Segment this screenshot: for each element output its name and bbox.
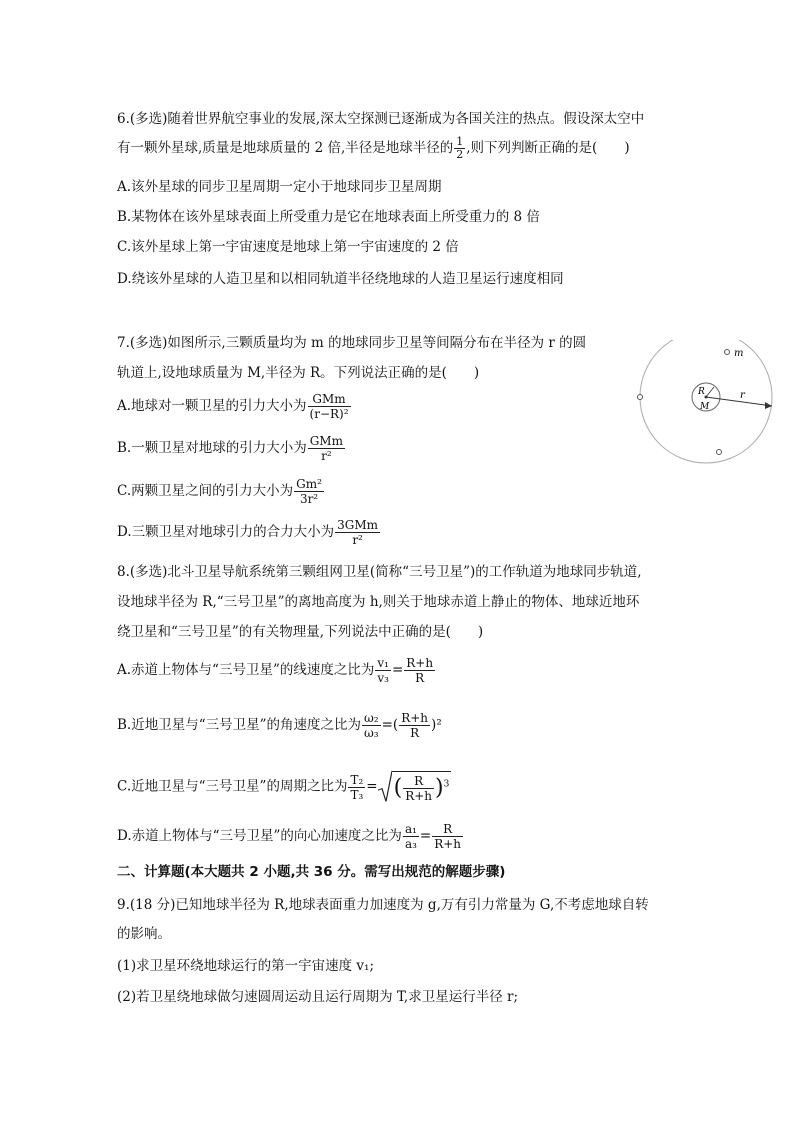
q7-option-b-fraction [308,434,345,463]
fraction-num: R [443,822,453,836]
q7-option-a-text: A.地球对一颗卫星的引力大小为 [117,398,307,414]
q8-option-d [117,822,464,851]
q9-part1: (1)求卫星环绕地球运行的第一宇宙速度 v₁; [117,958,375,974]
radius-line [706,397,772,406]
q6-stem-line2-pre: 有一颗外星球,质量是地球质量的 2 倍,半径是地球半径的 [117,140,454,156]
satellite-top [725,350,730,355]
q6-stem-line2-post: ,则下列判断正确的是( ) [466,140,630,156]
equals: = [366,778,378,795]
q7-option-a [117,392,352,421]
q7-stem-line2: 轨道上,设地球质量为 M,半径为 R。下列说法正确的是( ) [117,365,480,381]
q7-option-c [117,477,325,506]
q8-option-b [117,711,442,740]
q6-option-b: B.某物体在该外星球表面上所受重力是它在地球表面上所受重力的 8 倍 [117,209,540,225]
paren-square: )² [431,717,442,733]
q8-option-d-lhs [403,822,419,851]
q6-half-fraction [454,136,465,161]
fraction-num: GMm [312,392,346,406]
equals-paren: =( [381,717,399,733]
fraction-den: R+h [405,789,433,803]
fraction-den: R [399,725,430,740]
fraction-den: R+h [434,837,462,851]
fraction-den: 3r² [294,491,324,506]
fraction-num: a₁ [404,822,417,836]
q9-stem-line2: 的影响。 [117,926,171,942]
orbit-figure [636,340,794,465]
q6-stem-line1: 6.(多选)随着世界航空事业的发展,深太空探测已逐渐成为各国关注的热点。假设深太空中 [117,111,645,127]
q7-option-d-text: D.三颗卫星对地球引力的合力大小为 [117,524,335,540]
q8-option-a [117,656,436,685]
fraction-num: T₂ [350,772,364,787]
label-m: m [734,348,744,359]
q9-stem-line1: 9.(18 分)已知地球半径为 R,地球表面重力加速度为 g,万有引力常量为 G,不考虑地球自转 [117,897,649,913]
q7-option-a-fraction [308,392,351,421]
q8-option-a-lhs [375,656,391,685]
q7-option-c-fraction [294,477,324,506]
q8-option-b-rhs [399,711,430,740]
label-M: M [700,402,710,412]
q6-half-num: 1 [456,135,464,148]
equals: = [391,662,404,678]
fraction-num: Gm² [296,477,322,491]
fraction-den: ω₃ [364,726,379,740]
q8-option-a-text: A.赤道上物体与“三号卫星”的线速度之比为 [117,662,375,678]
q8-option-b-text: B.近地卫星与“三号卫星”的角速度之比为 [117,717,362,733]
sqrt-symbol: ( $\frac{R}{R+h}$ )$^3$ [378,771,452,803]
q7-option-d-fraction [335,518,380,547]
fraction-num: 3GMm [337,518,379,532]
q8-stem-line1: 8.(多选)北斗卫星导航系统第三颗组网卫星(简称“三号卫星”)的工作轨道为地球同步轨道, [117,564,642,580]
fraction-den: R [404,670,435,685]
fraction-den: a₃ [404,837,417,851]
label-r: r [740,390,745,401]
q8-stem-line2: 设地球半径为 R,“三号卫星”的离地高度为 h,则关于地球赤道上静止的物体、地球近地环 [117,594,640,610]
fraction-num: R+h [401,711,429,725]
fraction-num: v₁ [377,656,389,670]
section-heading: 二、计算题(本大题共 2 小题,共 36 分。需写出规范的解题步骤) [117,864,506,880]
q6-half-den: 2 [456,148,464,161]
fraction-den: T₃ [350,787,364,802]
label-R: R [698,387,705,397]
fraction-num: R+h [406,656,434,670]
satellite-bottom [717,450,722,455]
q7-option-d [117,518,381,547]
q7-stem-line1: 7.(多选)如图所示,三颗质量均为 m 的地球同步卫星等间隔分布在半径为 r 的圆 [117,335,587,351]
q9-part2: (2)若卫星绕地球做匀速圆周运动且运行周期为 T,求卫星运行半径 r; [117,989,519,1005]
q8-option-c-text: C.近地卫星与“三号卫星”的周期之比为 [117,778,348,795]
fraction-num: R [414,774,424,788]
equals: = [419,828,432,844]
radical-icon [378,771,392,803]
q8-option-a-rhs [404,656,435,685]
fraction-num: ω₂ [364,711,379,725]
q6-option-d: D.绕该外星球的人造卫星和以相同轨道半径绕地球的人造卫星运行速度相同 [117,271,564,287]
fraction-den: (r−R)² [309,407,349,421]
q7-option-b-text: B.一颗卫星对地球的引力大小为 [117,440,307,456]
q6-option-a: A.该外星球的同步卫星周期一定小于地球同步卫星周期 [117,179,442,195]
q8-option-d-rhs [432,822,463,851]
q8-option-b-lhs [362,711,381,740]
q8-option-c [117,771,451,803]
fraction-den: r² [308,448,345,463]
earth-radius-line [706,387,714,397]
exponent: 3 [443,779,450,790]
fraction-num: GMm [309,434,343,448]
q8-stem-line3: 绕卫星和“三号卫星”的有关物理量,下列说法中正确的是( ) [117,624,484,640]
q7-option-c-text: C.两颗卫星之间的引力大小为 [117,483,294,499]
q7-option-b [117,434,346,463]
q6-option-c: C.该外星球上第一宇宙速度是地球上第一宇宙速度的 2 倍 [117,239,459,255]
q8-option-c-rhs [403,774,434,803]
q6-stem-line2 [117,136,630,161]
q8-option-c-lhs [348,773,365,802]
fraction-den: v₃ [377,671,389,685]
fraction-den: r² [335,532,380,547]
satellite-left [638,395,643,400]
q8-option-d-text: D.赤道上物体与“三号卫星”的向心加速度之比为 [117,828,402,844]
